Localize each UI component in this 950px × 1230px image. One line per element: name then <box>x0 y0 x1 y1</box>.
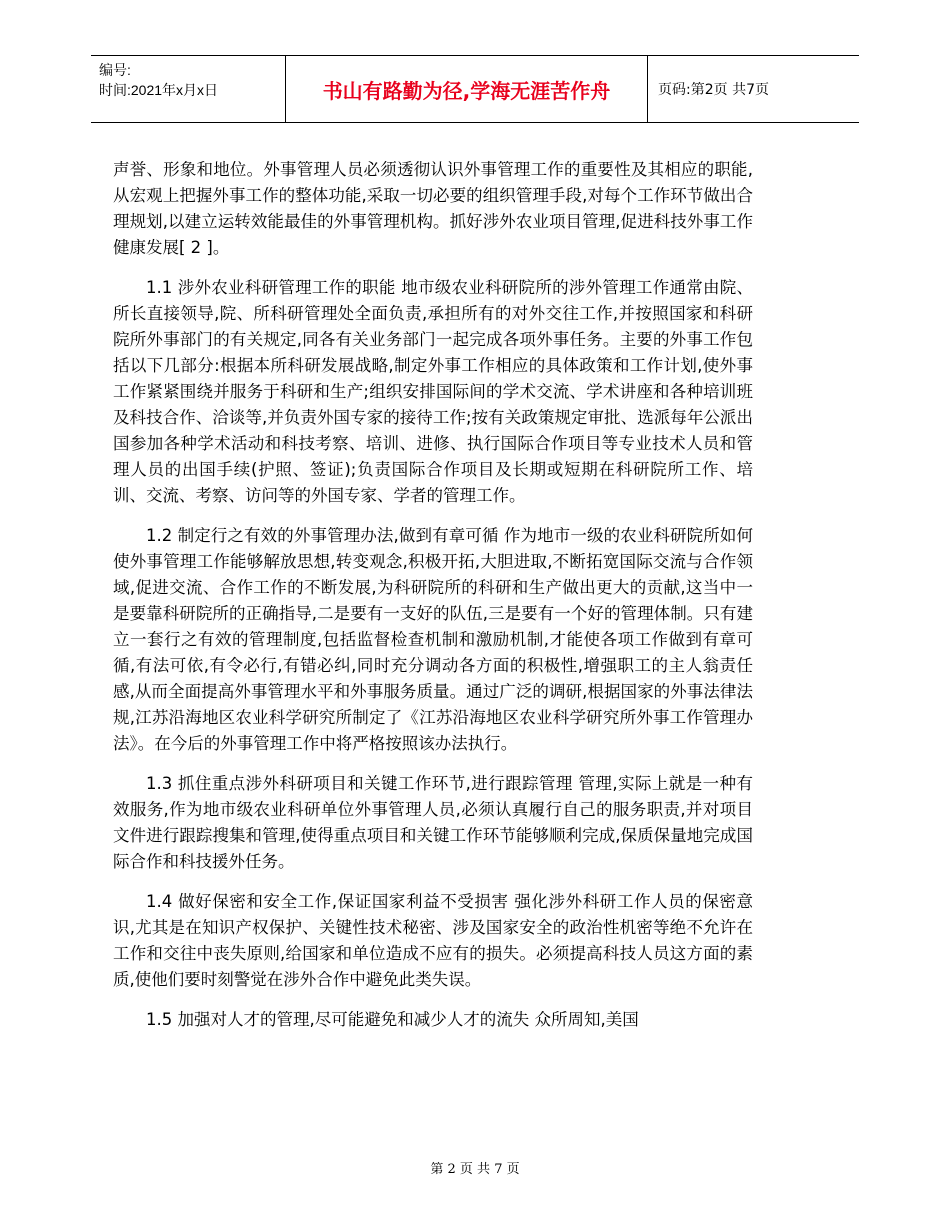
document-body <box>113 157 753 1033</box>
section-1-2-paragraph: 1.2 制定行之有效的外事管理办法,做到有章可循 作为地市一级的农业科研院所如何使外事管理工作能够解放思想,转变观念,积极开拓,大胆进取,不断拓宽国际交流与合作领域,促进交流、合作工作的不断发展,为科研院所的科研和生产做出更大的贡献,这当中一是要靠科研院所的正确指导,二是要有一支好的队伍,三是要有一个好的管理体制。只有建立一套行之有效的管理制度,包括监督检查机制和激励机制,才能使各项工作做到有章可循,有法可依,有令必行,有错必纠,同时充分调动各方面的积极性,增强职工的主人翁责任感,从而全面提高外事管理水平和外事服务质量。通过广泛的调研,根据国家的外事法律法规,江苏沿海地区农业科学研究所制定了《江苏沿海地区农业科学研究所外事工作管理办法》。在今后的外事管理工作中将严格按照该办法执行。 <box>113 526 753 753</box>
document-number-label: 编号: <box>99 62 131 78</box>
section-1-5-paragraph: 1.5 加强对人才的管理,尽可能避免和减少人才的流失 众所周知,美国 <box>146 1010 639 1029</box>
body-paragraph: 声誉、形象和地位。外事管理人员必须透彻认识外事管理工作的重要性及其相应的职能,从宏观上把握外事工作的整体功能,采取一切必要的组织管理手段,对每个工作环节做出合理规划,以建立运转效能最佳的外事管理机构。抓好涉外农业项目管理,促进科技外事工作健康发展[ 2 ]。 <box>113 160 753 257</box>
page-header <box>91 55 859 123</box>
header-page-info: 页码:第2页 共7页 <box>658 82 769 98</box>
document-time-label: 时间:2021年x月x日 <box>99 82 219 98</box>
section-1-4-paragraph: 1.4 做好保密和安全工作,保证国家利益不受损害 强化涉外科研工作人员的保密意识,尤其是在知识产权保护、关键性技术秘密、涉及国家安全的政治性机密等绝不允许在工作和交往中丧失原则,给国家和单位造成不应有的损失。必须提高科技人员这方面的素质,使他们要时刻警觉在涉外合作中避免此类失误。 <box>113 892 753 989</box>
page-footer: 第 2 页 共 7 页 <box>430 1162 520 1177</box>
section-1-3-paragraph: 1.3 抓住重点涉外科研项目和关键工作环节,进行跟踪管理 管理,实际上就是一种有效服务,作为地市级农业科研单位外事管理人员,必须认真履行自己的服务职责,并对项目文件进行跟踪搜集和管理,使得重点项目和关键工作环节能够顺利完成,保质保量地完成国际合作和科技援外任务。 <box>113 774 753 871</box>
header-motto: 书山有路勤为径,学海无涯苦作舟 <box>285 56 648 122</box>
section-1-1-paragraph: 1.1 涉外农业科研管理工作的职能 地市级农业科研院所的涉外管理工作通常由院、所长直接领导,院、所科研管理处全面负责,承担所有的对外交往工作,并按照国家和科研院所外事部门的有关规定,同各有关业务部门一起完成各项外事任务。主要的外事工作包括以下几部分:根据本所科研发展战略,制定外事工作相应的具体政策和工作计划,使外事工作紧紧围绕并服务于科研和生产;组织安排国际间的学术交流、学术讲座和各种培训班及科技合作、洽谈等,并负责外国专家的接待工作;按有关政策规定审批、选派每年公派出国参加各种学术活动和科技考察、培训、进修、执行国际合作项目等专业技术人员和管理人员的出国手续(护照、签证);负责国际合作项目及长期或短期在科研院所工作、培训、交流、考察、访问等的外国专家、学者的管理工作。 <box>113 278 753 505</box>
header-meta <box>99 60 279 100</box>
